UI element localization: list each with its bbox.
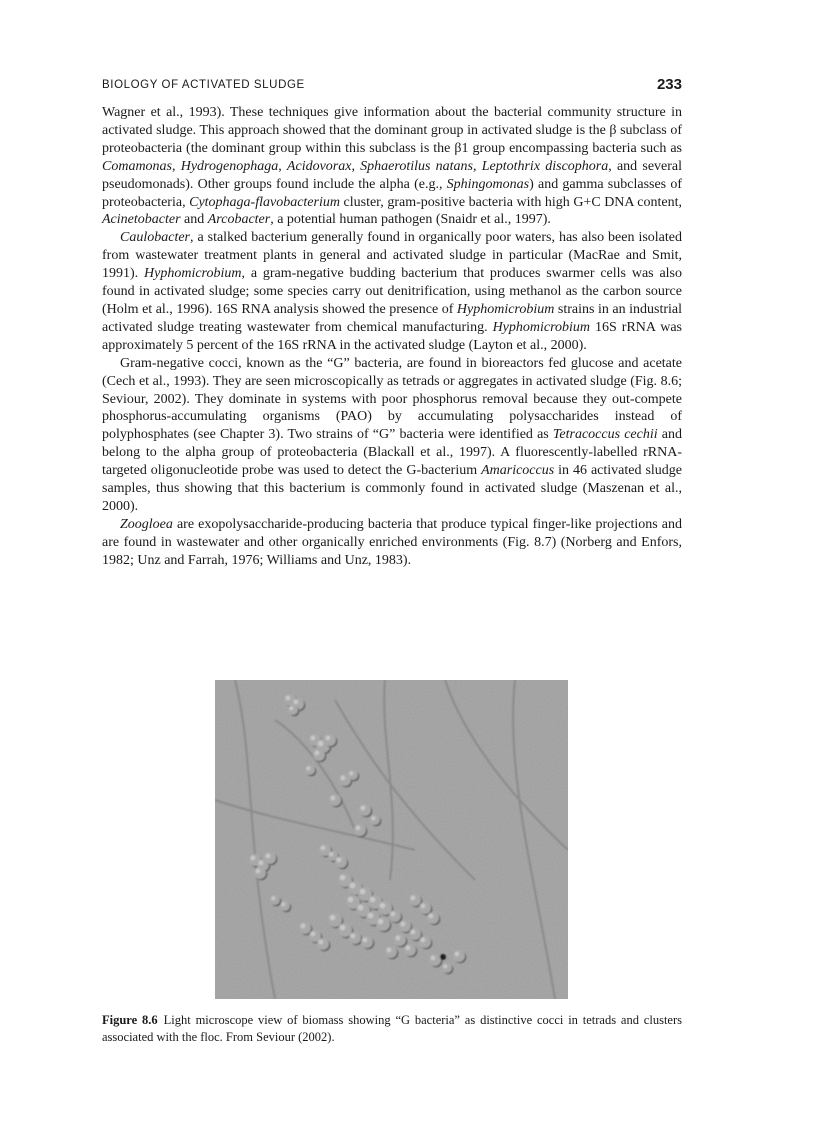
coccus-body [305,765,315,775]
micrograph-image [215,680,568,999]
coccus-body [361,936,373,948]
text-run: and [180,212,208,228]
coccus-body [409,894,421,906]
running-head: BIOLOGY OF ACTIVATED SLUDGE [102,79,305,91]
coccus-body [317,938,329,950]
text-run: Wagner et al., 1993). These techniques give information about the bacterial community structure in activated sludge. This approach showed that the dominant group in activated sludge is the β subclass of proteobacteria (the dominant group within this subclass is the β1 group encompassing bacteria such as [102,105,682,156]
coccus-highlight [363,938,368,943]
coccus-highlight [289,706,293,710]
paragraph [102,516,682,570]
coccus-highlight [358,905,364,911]
coccus-highlight [406,946,411,951]
body-text [102,104,682,570]
italic-term: Hyphomicrobium [492,319,591,335]
coccus-body [385,946,397,958]
text-run: , a stalked bacterium generally found in organically poor waters, has also been isolated from wastewater treatment plants in general and activated sludge in particular (MacRae and Smit, 1991). [102,230,682,282]
coccus-highlight [455,952,460,957]
coccus-highlight [311,932,316,937]
text-run: , [472,158,482,174]
italic-term: Sphaerotilus natans [360,158,473,174]
figure-caption-text: Light microscope view of biomass showing “G bacteria” as distinctive cocci in tetrads and clusters associated with the floc. From Seviour (2002). [102,1013,682,1044]
coccus-highlight [356,826,361,831]
coccus-body [288,705,298,715]
coccus-body [335,856,347,868]
coccus-highlight [371,816,375,820]
coccus-body [404,944,416,956]
coccus-highlight [431,956,436,961]
italic-term: Zoogloea [120,516,173,532]
coccus-highlight [315,751,320,756]
coccus-highlight [319,940,324,945]
coccus-highlight [443,964,447,968]
coccus-body [354,824,366,836]
coccus-body [299,922,311,934]
coccus-highlight [311,736,316,741]
italic-term: Hyphomicrobium [144,266,242,282]
coccus-body [359,804,371,816]
coccus-highlight [330,915,336,921]
coccus-highlight [351,934,356,939]
coccus-highlight [341,776,346,781]
coccus-body [270,895,280,905]
coccus-highlight [411,930,416,935]
coccus-highlight [259,861,264,866]
coccus-highlight [340,925,346,931]
text-run: are exopolysaccharide-producing bacteria that produce typical finger-like projections and are found in wastewater and other organically enriched environments (Fig. 8.7) (Norberg and Enfors, 1982; Unz and Farrah, 1976; Williams and Unz, 1983). [102,516,682,568]
coccus-body [429,954,441,966]
text-run: , [351,158,361,174]
coccus-highlight [368,913,374,919]
coccus-body [389,910,401,922]
coccus-highlight [326,736,331,741]
coccus-highlight [370,897,376,903]
coccus-highlight [421,904,426,909]
coccus-body [329,794,341,806]
italic-term: Tetracoccus cechii [552,427,658,443]
coccus-highlight [350,883,356,889]
coccus-highlight [329,852,333,856]
figure-8-6-micrograph [215,680,568,999]
text-run: strains in an industrial activated sludge treating wastewater from chemical manufacturing. [102,301,682,335]
coccus-body [376,917,390,931]
coccus-highlight [266,854,271,859]
coccus-highlight [340,875,346,881]
coccus-body [409,928,421,940]
coccus-body [348,770,358,780]
paragraph [102,229,682,354]
coccus-body [313,749,325,761]
coccus-body [264,852,276,864]
coccus-body [419,902,431,914]
coccus-body [324,734,336,746]
coccus-body [399,920,411,932]
page-header [102,76,682,98]
italic-term: Leptothrix discophora [481,158,609,174]
coccus-highlight [421,938,426,943]
coccus-highlight [361,806,366,811]
coccus-body [394,934,406,946]
coccus-body [453,950,465,962]
coccus-body [442,963,452,973]
italic-term: Cytophaga-flavobacterium [189,194,340,210]
coccus-highlight [348,897,354,903]
coccus-highlight [271,896,275,900]
coccus-highlight [378,919,384,925]
text-run: , a gram-negative budding bacterium that produces swarmer cells was also found in activated sludge; some species carry out denitrification, using methanol as the carbon source (Holm et al., 1996). 16S RNA analysis showed the presence of [102,266,683,317]
coccus-highlight [337,858,342,863]
coccus-highlight [294,700,299,705]
coccus-body [427,912,439,924]
text-run: cluster, gram-positive bacteria with high G+C DNA content, [339,194,683,210]
coccus-body [370,815,380,825]
coccus-highlight [349,771,353,775]
coccus-body [254,867,266,879]
coccus-highlight [256,869,261,874]
coccus-highlight [411,896,416,901]
coccus-highlight [360,889,366,895]
coccus-highlight [318,741,324,747]
text-run: 16S rRNA was approximately 5 percent of the 16S rRNA in the activated sludge (Layton et al., 2000). [102,319,682,353]
figure-caption [102,1012,682,1045]
italic-term: Hydrogenophaga [180,158,279,174]
dark-granule [440,954,446,960]
text-run: ) and gamma subclasses of proteobacteria, [102,176,682,210]
coccus-highlight [429,914,434,919]
text-run: in 46 activated sludge samples, thus showing that this bacterium is commonly found in activated sludge (Maszenan et al., 2000). [102,463,682,514]
coccus-highlight [306,766,310,770]
text-run: , and several pseudomonads). Other groups found include the alpha (e.g., [102,158,683,192]
paragraph [102,355,682,516]
italic-term: Hyphomicrobium [456,301,555,317]
coccus-highlight [380,903,386,909]
italic-term: Arcobacter [207,212,271,228]
italic-term: Comamonas [102,158,173,174]
coccus-highlight [396,936,401,941]
italic-term: Acinetobacter [102,212,181,228]
figure-label: Figure 8.6 [102,1013,158,1027]
text-run: , [172,158,181,174]
italic-term: Acidovorax [286,158,352,174]
coccus-highlight [387,948,392,953]
text-run: , a potential human pathogen (Snaidr et al., 1997). [270,212,551,228]
coccus-highlight [331,796,336,801]
coccus-highlight [391,912,396,917]
coccus-highlight [281,902,285,906]
coccus-highlight [401,922,406,927]
coccus-body [280,901,290,911]
coccus-body [349,932,361,944]
coccus-highlight [251,856,256,861]
paragraph [102,104,682,229]
page-number: 233 [656,76,682,93]
text-run: , [278,158,287,174]
italic-term: Amaricoccus [481,463,555,479]
text-run: Gram-negative cocci, known as the “G” bacteria, are found in bioreactors fed glucose and acetate (Cech et al., 1993). They are seen microscopically as tetrads or aggregates in activated sludge (Fig. 8.6; Seviour, 2002). They dominate in systems with poor phosphorus removal because they out-compete phosphorus-accumulating organisms (PAO) by accumulating polysaccharides instead of polyphosphates (see Chapter 3). Two strains of “G” bacteria were identified as [102,355,682,443]
coccus-highlight [286,696,291,701]
text-run: and belong to the alpha group of proteobacteria (Blackall et al., 1997). A fluorescently-labelled rRNA-targeted oligonucleotide probe was used to detect the G-bacterium [102,427,682,479]
coccus-highlight [321,846,326,851]
coccus-body [328,913,342,927]
italic-term: Caulobacter [120,230,190,246]
italic-term: Sphingomonas [446,176,530,192]
coccus-highlight [301,924,306,929]
coccus-body [419,936,431,948]
